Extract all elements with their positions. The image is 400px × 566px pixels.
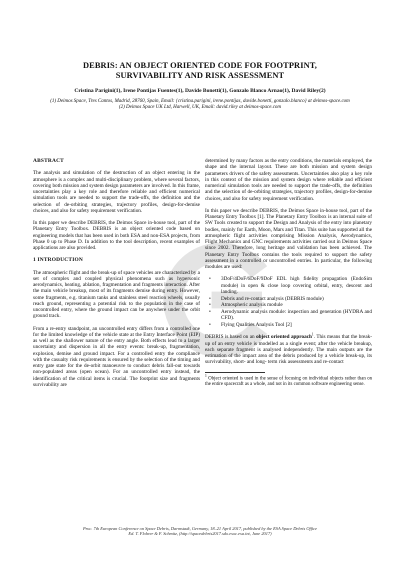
footnote: $^1$ Object oriented is used in the sense of focusing on individual objects rather than on the entire spacecraft as a whole, and not in its common software engineering sense. bbox=[205, 373, 372, 387]
affiliations bbox=[40, 99, 360, 111]
list-item: • 3DoF/4DoF/6DoF/9DoF EDL high fidelity propagation (EndoSim module) in open & close loop covering orbital, entry, descent and landing. bbox=[209, 276, 372, 295]
proceedings-line-2: Ed. T. Flohrer & F. Schmitz, (http://spacedebris2017.sdo.esoc.esa.int, June 2017) bbox=[128, 531, 272, 537]
author-list: Cristina Parigini(1), Irene Pontijas Fuentes(1), Davide Bonetti(1), Gonzalo Blanco Arnao(1), David Riley(2) bbox=[74, 88, 326, 94]
right-column bbox=[205, 158, 372, 388]
proceedings-footer bbox=[40, 526, 360, 537]
body-paragraph-2: In this paper we describe DEBRIS, the Deimos Space in-house tool, part of the Planetary Entry Toolbox [1]. The Planetary Entry Toolbox is an internal suite of SW Tools created to support the Design and Analysis of the entry into planetary bodies, mainly for Earth, Moon, Mars and Titan. This suite has supported all the atmospheric flight activities comprising Mission Analysis, Aerodynamics, Flight Mechanics and GNC requirements activities carried out in Deimos Space since 2002. Therefore, long heritage and validation has been achieved. The Planetary Entry Toolbox contains the tools required to support the safety assessment in a controlled or uncontrolled entries. In particular, the following modules are used: bbox=[205, 207, 372, 270]
bullet-icon: • bbox=[209, 302, 211, 309]
abstract-paragraph-1: The analysis and simulation of the destruction of an object entering in the atmosphere is a complex and multi-disciplinary problem, where several factors, covering both mission and system design parameters are involved. In this frame, uncertainties play a key role and therefore reliable and efficient numerical simulation tools are needed to support the trade-offs, the definition and the selection of de-orbiting strategies, trajectory profiles, design-for-demise choices, and also for safety requirement verification. bbox=[33, 170, 200, 214]
introduction-paragraph-2: From a re-entry standpoint, an uncontrolled entry differs from a controlled one for the limited knowledge of the vehicle state at the Entry Interface Point (EIP) as well as the shallower nature of the entry angle. Both effects lead to a larger uncertainty and dispersion in all the entry events: break-up, fragmentation, explosion, demise and ground impact. For a controlled entry the compliance with the casualty risk requirements is ensured by the selection of the timing and entry gate state for the de-orbit manoeuvre to conduct debris fall-out towards non-populated areas (open ocean). For an uncontrolled entry instead, the identification of the critical items is crucial. The footprint size and fragments survivability are bbox=[33, 325, 200, 388]
body-paragraph-3: DEBRIS is based on an object oriented approach$^1$. This means that the break-up of an entry vehicle is modelled as a single event; after the vehicle breakup, each separate fragment is analysed independently. The main outputs are the estimation of the impact area of the debris produced by a vehicle break-up, its survivability, short- and long- term risk assessments and re-contact bbox=[205, 332, 372, 366]
paper-title bbox=[30, 61, 370, 81]
abstract-heading: ABSTRACT bbox=[33, 158, 64, 164]
list-item: • Flying Qualities Analysis Tool [2] bbox=[209, 322, 292, 328]
bullet-icon: • bbox=[209, 295, 211, 302]
list-item: • Aerodynamic analysis module: inspection and generation (HYDRA and CFD). bbox=[209, 309, 372, 322]
introduction-heading: 1 INTRODUCTION bbox=[33, 257, 83, 264]
affiliation-2: (2) Deimos Space UK Ltd, Harwell, UK, Email: david.riley at deimos-space.com bbox=[118, 105, 282, 111]
footnote-ref: 1 bbox=[311, 332, 314, 337]
abstract-paragraph-2: In this paper we describe DEBRIS, the Deimos Space in-house tool, part of the Planetary Entry Toolbox. DEBRIS is an object oriented code based on engineering models that has been used in both ESA and non-ESA projects, from Phase 0 up to Phase D. In addition to the tool description, recent examples of applications are also provided. bbox=[33, 220, 200, 251]
left-column bbox=[33, 158, 200, 394]
list-item: • Debris and re-contact analysis (DEBRIS module) bbox=[209, 295, 324, 302]
object-oriented-emphasis: object oriented approach bbox=[256, 334, 312, 341]
list-item: • Atmospheric analysis module bbox=[209, 302, 283, 309]
bullet-icon: • bbox=[209, 322, 211, 328]
bullet-icon: • bbox=[209, 309, 211, 315]
affiliation-1: (1) Deimos Space, Tres Cantos, Madrid, 28760, Spain, Email: {cristina.parigini, irene.pontijas, davide.bonetti, gonzalo.blanco} at deimos-space.com bbox=[50, 99, 350, 104]
toolbox-module-list bbox=[205, 276, 372, 328]
introduction-paragraph-1: The atmospheric flight and the break-up of space vehicles are characterized by a set of complex and coupled physical phenomena such as hypersonic aerodynamics, heating, ablation, fragmentation and fragments interaction. After the main vehicle breakup, most of its fragments demise during entry. However, some fragments, e.g. titanium tanks and stainless steel reaction wheels, usually reach ground, representing a potential risk to the population in the case of uncontrolled entry, where the ground impact can be anywhere under the orbit ground track. bbox=[33, 269, 200, 320]
body-paragraph-1: determined by many factors as the entry conditions, the materials employed, the shape and the internal layout. These are both mission and system design parameters drivers of the safety assessments. Uncertainties also play a key role in this context of the mission and system design where reliable and efficient numerical simulation tools are needed to support the trade-offs, the definition and the selection of de-orbiting strategies, trajectory profiles, design-for-demise choices, and also for safety requirement verification. bbox=[205, 158, 372, 202]
bullet-icon: • bbox=[209, 276, 211, 283]
footnote-divider bbox=[205, 372, 265, 373]
title-line-1: DEBRIS: AN OBJECT ORIENTED CODE FOR FOOTPRINT, bbox=[83, 61, 317, 70]
proceedings-line-1: Proc. 7th European Conference on Space Debris, Darmstadt, Germany, 18–21 April 2017, published by the ESA Space Debris Office bbox=[82, 526, 318, 531]
title-line-2: SURVIVABILITY AND RISK ASSESSMENT bbox=[115, 71, 285, 80]
footnote-mark: 1 bbox=[205, 373, 207, 378]
